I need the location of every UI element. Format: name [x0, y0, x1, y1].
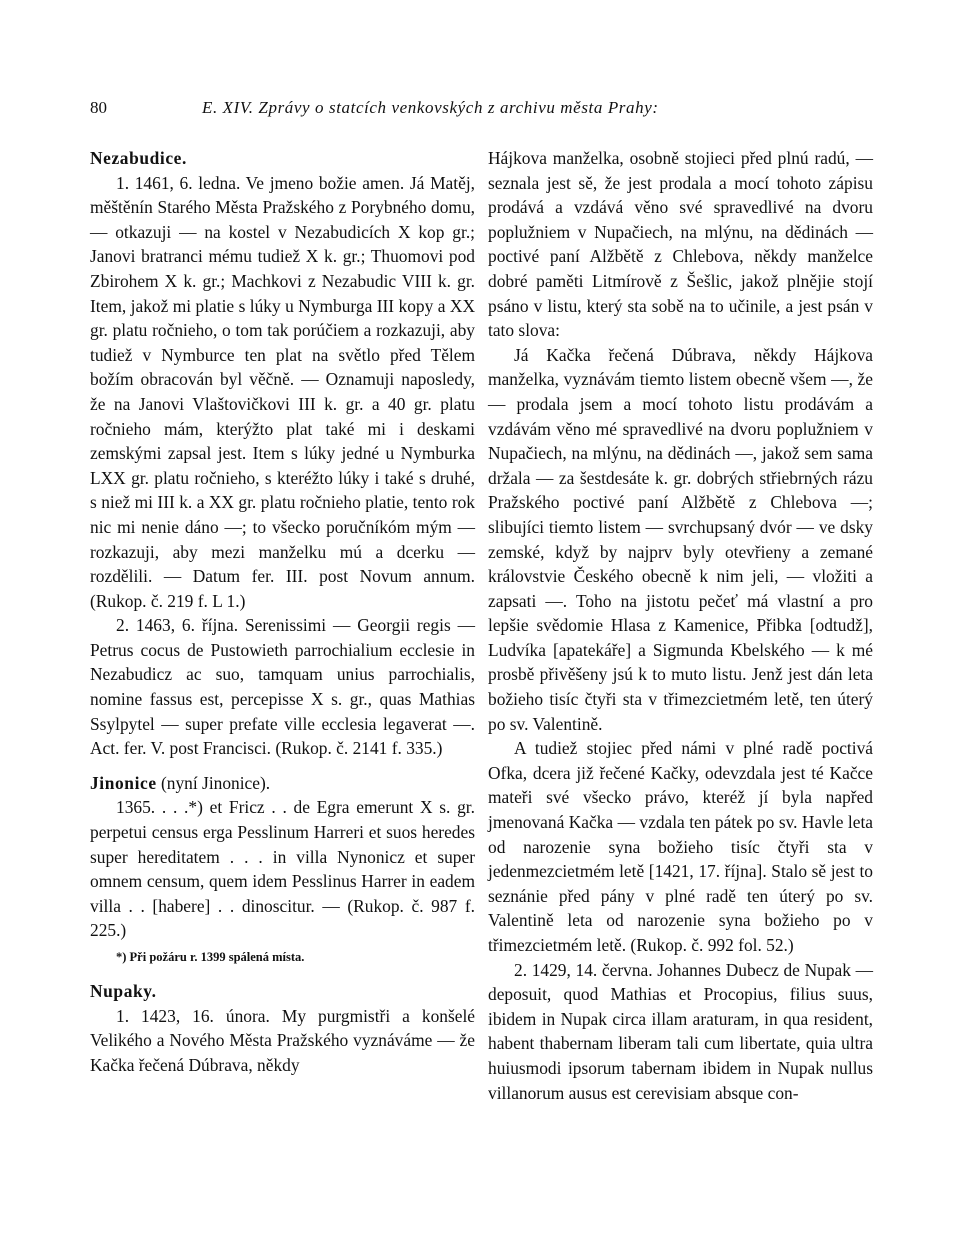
- section-heading-nupaky: Nupaky.: [90, 981, 157, 1001]
- jinonice-title: Jinonice: [90, 772, 157, 793]
- running-head: E. XIV. Zprávy o statcích venkovských z archivu města Prahy:: [202, 98, 659, 117]
- page-number: 80: [90, 98, 107, 117]
- section-heading-nezabudice: Nezabudice.: [90, 148, 187, 168]
- ofka-transfer: A tudiež stojiec před námi v plné radě poctivá Ofka, dcera již řečené Kačky, odevzdala jest té Kačce mateři své všecko právo, kteréž jí byla napřed jmenovaná Kačka — vzdala ten pátek po sv. Havle leta od narozenie syna božieho tisíc čtyři sta v jedenmezcietmém letě [1421, 17. října]. Stalo sě jest to seznánie před pány v plné radě ten úterý po sv. Valentině leta od narozenie syna božieho po v třimezcietmém letě. (Rukop. č. 992 fol. 52.): [488, 738, 873, 955]
- jinonice-note: (nyní Jinonice).: [156, 772, 271, 793]
- entry-1461: 1. 1461, 6. ledna. Ve jmeno božie amen. Já Matěj, měštěnín Starého Města Pražského z Porybného domu, — otkazuji — na kostel v Nezabudicích X kop gr.; Janovi bratranci mému tudiež X k. gr.; Thuomovi pod Zbirohem X k. gr.; Machkovi z Nezabudic VIII k. gr. Item, jakož mi platie s lúky u Nymburga III kopy a XX gr. platu ročnieho, o tom tak porúčiem a rozkazuji, aby tudiež v Nymburce ten plat na světlo před Tělem božím obracován byl věčně. — Oznamuji naposledy, že na Janovi Vlaštovičkovi III k. gr. a 40 gr. platu ročnieho mám, kterýžto plat také mi i deskami zemskými zapsal jest. Item s lúky jedné u Nymburka LXX gr. platu ročnieho, s kteréžto lúky i také s druhé, s niež mi III k. a XX gr. platu ročnieho platie, tento rok nic mi nenie dáno —; to všecko poručníkóm mým — rozkazuji, aby mezi manželku mú a dcerku — rozdělili. — Datum fer. III. post Novum annum. (Rukop. č. 219 f. L 1.): [90, 172, 475, 611]
- section-heading-jinonice: [90, 771, 475, 796]
- entry-1429: 2. 1429, 14. června. Johannes Dubecz de Nupak — deposuit, quod Mathias et Procopius, filius suus, ibidem in Nupak circa illam araturam, in qua resident, habent thabernam liberam tali cum libertate, quia ultra huiusmodi ipsorum tabernam ibidem in Nupak nullus villanorum ausus est cerevisiam absque con-: [488, 959, 873, 1103]
- entry-1423: 1. 1423, 16. února. My purgmistři a konšelé Velikého a Nového Města Pražského vyznáváme — že Kačka řečená Dúbrava, někdy: [90, 1005, 475, 1075]
- charter-text: Já Kačka řečená Dúbrava, někdy Hájkova manželka, vyznávám tiemto listem obecně všem —, že — prodala jsem a mocí tohoto listu prodávám a vzdávám věno mé spravedlivé na dvoru poplužniem v Nupačiech, na mlýnu, na dědinách —, jakož sem sama držala — za šestdesáte k. gr. dobrých střiebrných rázu Pražského poctivé paní Alžbětě z Chlebova —; slibujíci tiemto listem — svrchupsaný dvór — ve dsky zemské, když by najprv byly otevřieny a zemané královstvie Českého obecně k nim jeli, — vložiti a zapsati —. Toho na jistotu pečeť má vlastní a pro lepšie svědomie Hlasa z Kamenice, Přibka [odtudž], Ludvíka [apatekáře] a Sigmunda Kbelského — k mé prosbě přivěšeny jsú k to muto listu. Jenž jest dán leta božieho tisíc čtyři sta v třimezcietmém letě, ten úterý po sv. Valentině.: [488, 344, 873, 734]
- left-column: [90, 146, 475, 1077]
- page-header: [90, 98, 880, 124]
- entry-1463: 2. 1463, 6. října. Serenissimi — Georgii regis — Petrus cocus de Pustowieth parrochialium ecclesie in Nezabudicz ac suo, tamquam unius parrochialis, nomine fassus est, percepisse X s. gr., quas Mathias Ssylpytel — super prefate ville ecclesia legaverat —. Act. fer. V. post Francisci. (Rukop. č. 2141 f. 335.): [90, 615, 475, 759]
- footnote: *) Při požáru r. 1399 spálená místa.: [116, 950, 305, 964]
- entry-1365: 1365. . . .*) et Fricz . . de Egra emerunt X s. gr. perpetui census erga Pesslinum Harreri et suos heredes super hereditatem . . . in villa Nynonicz et super omnem censum, quem idem Pesslinus Harrer in eadem villa . . [habere] . . dinoscitur. — (Rukop. č. 987 f. 225.): [90, 797, 475, 941]
- right-column: [488, 146, 873, 1105]
- entry-1423-continued: Hájkova manželka, osobně stojieci před plnú radú, — seznala jest sě, že jest prodala a mocí tohoto zápisu prodává a vzdává věno své spravedlivé na dvoru poplužniem v Nupačiech, na mlýnu, na dědinách — poctivé paní Alžbětě z Chlebova, někdy manželce dobré paměti Litmírově z Šešlic, jakož plnějie stojí psáno v listu, který sta sobě na to učinile, a jest psán v tato slova:: [488, 148, 873, 341]
